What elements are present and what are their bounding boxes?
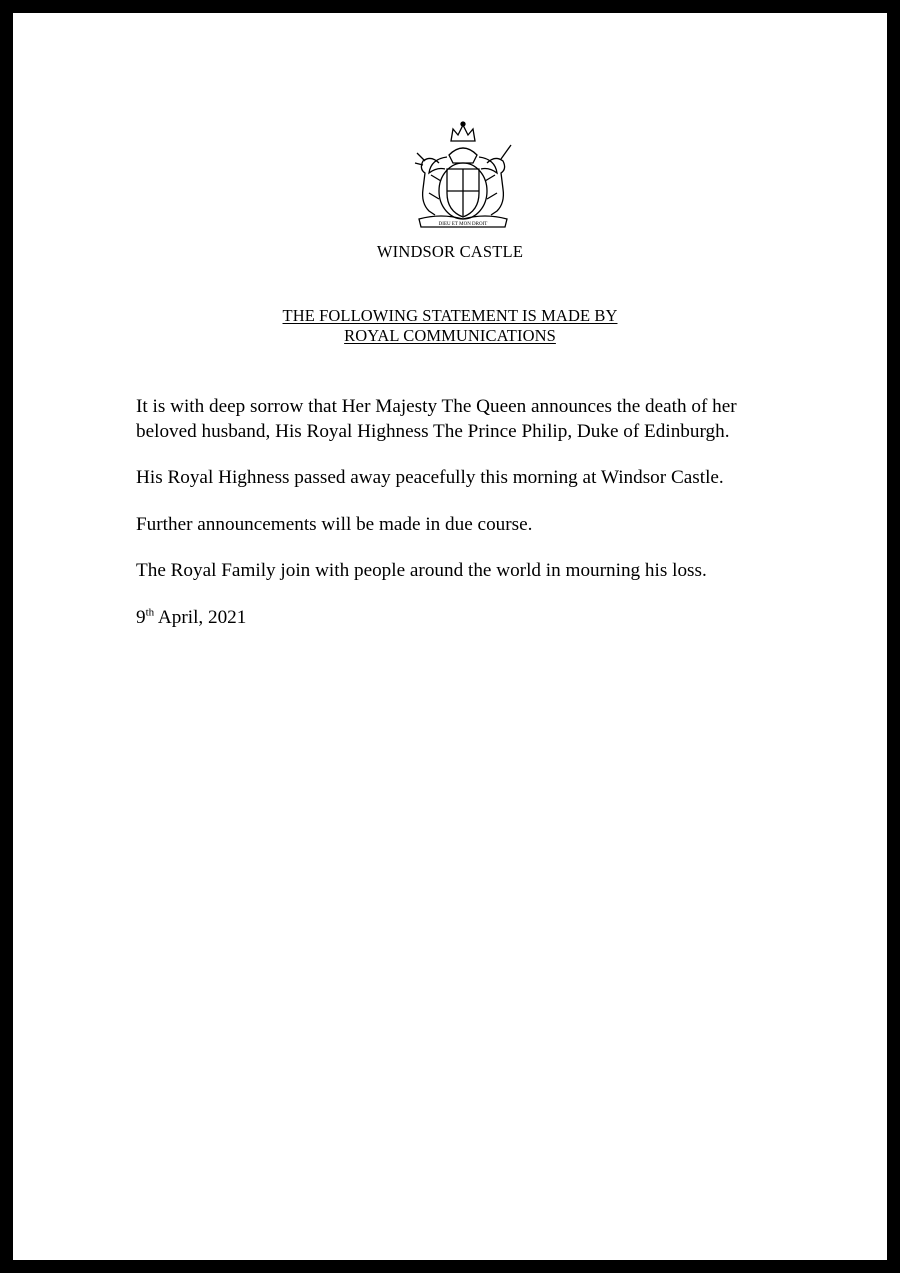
date-ordinal-suffix: th [145, 606, 155, 619]
statement-body [136, 395, 756, 652]
royal-coat-of-arms-icon [401, 119, 525, 235]
date-month-year: April, 2021 [154, 606, 247, 628]
statement-date [136, 606, 756, 631]
paragraph-mourning: The Royal Family join with people around the world in mourning his loss. [136, 560, 707, 581]
paragraph-further-announcements: Further announcements will be made in due course. [136, 513, 533, 535]
location-heading: WINDSOR CASTLE [376, 242, 524, 261]
statement-heading-line2: ROYAL COMMUNICATIONS [344, 326, 556, 345]
paragraph-announcement: It is with deep sorrow that Her Majesty The Queen announces the death of her beloved husband, His Royal Highness The Prince Philip, Duke of Edinburgh. [136, 396, 737, 442]
svg-text:DIEU ET MON DROIT: DIEU ET MON DROIT [438, 222, 488, 227]
statement-heading [13, 306, 887, 346]
date-day: 9 [136, 606, 146, 628]
paragraph-passed-away: His Royal Highness passed away peacefully this morning at Windsor Castle. [136, 467, 724, 488]
document-page [13, 13, 887, 1260]
statement-heading-line1: THE FOLLOWING STATEMENT IS MADE BY [282, 306, 618, 325]
